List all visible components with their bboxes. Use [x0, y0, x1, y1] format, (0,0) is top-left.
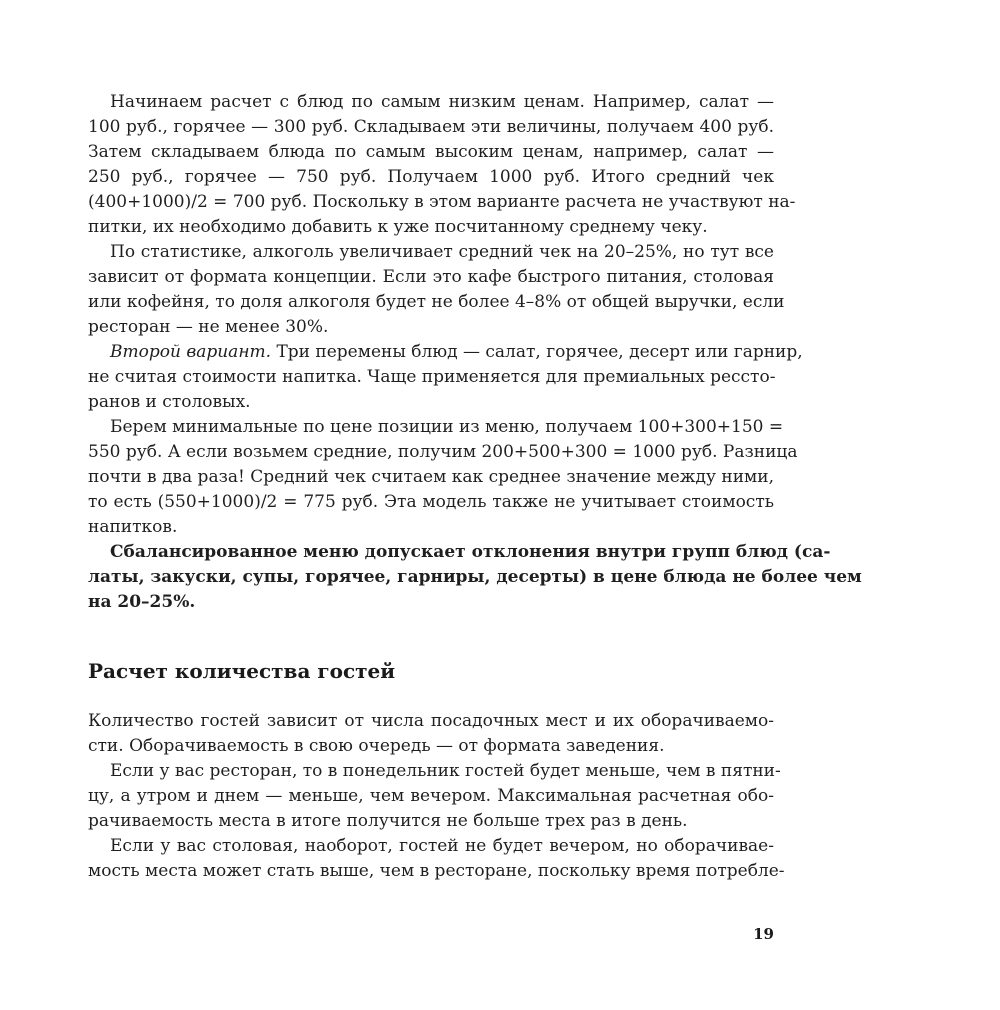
- section-heading: Расчет количества гостей: [88, 659, 396, 683]
- paragraph-alcohol-statistics: [88, 240, 785, 340]
- paragraph-guest-count: [88, 709, 774, 759]
- text-line: [88, 340, 803, 365]
- paragraph-canteen-turnover: [88, 834, 785, 884]
- page-number: 19: [753, 925, 774, 943]
- paragraph-second-variant: [88, 340, 803, 415]
- text-line: 100 руб., горячее — 300 руб. Складываем эти величины, получаем 400 руб.: [88, 117, 774, 137]
- text-line: Затем складываем блюда по самым высоким ценам, например, салат —: [88, 142, 774, 162]
- paragraph-balanced-menu: [88, 540, 862, 615]
- text-line: латы, закуски, супы, горячее, гарниры, десерты) в цене блюда не более чем: [88, 567, 862, 587]
- text-line: почти в два раза! Средний чек считаем как среднее значение между ними,: [88, 467, 774, 487]
- text-line: или кофейня, то доля алкоголя будет не более 4–8% от общей выручки, если: [88, 292, 785, 312]
- text-line: ранов и столовых.: [88, 392, 251, 412]
- italic-lead: Второй вариант.: [110, 342, 272, 362]
- text-line: цу, а утром и днем — меньше, чем вечером. Максимальная расчетная обо-: [88, 786, 774, 806]
- text-line: напитков.: [88, 517, 178, 537]
- paragraph-average-check-first: [88, 90, 796, 240]
- text-line: 250 руб., горячее — 750 руб. Получаем 1000 руб. Итого средний чек: [88, 167, 774, 187]
- text-line: зависит от формата концепции. Если это кафе быстрого питания, столовая: [88, 267, 774, 287]
- text-line: (400+1000)/2 = 700 руб. Поскольку в этом варианте расчета не участвуют на-: [88, 192, 796, 212]
- text-line: 550 руб. А если возьмем средние, получим 200+500+300 = 1000 руб. Разница: [88, 442, 798, 462]
- text-line: не считая стоимости напитка. Чаще применяется для премиальных рессто-: [88, 367, 776, 387]
- text-line: По статистике, алкоголь увеличивает средний чек на 20–25%, но тут все: [110, 242, 774, 262]
- page-content: [88, 90, 862, 884]
- text-line: питки, их необходимо добавить к уже посчитанному среднему чеку.: [88, 217, 708, 237]
- text-line: Сбалансированное меню допускает отклонения внутри групп блюд (са-: [110, 542, 831, 562]
- text-line: Количество гостей зависит от числа посадочных мест и их оборачиваемо-: [88, 711, 774, 731]
- text-line: Берем минимальные по цене позиции из меню, получаем 100+300+150 =: [110, 417, 784, 437]
- text-line: рачиваемость места в итоге получится не больше трех раз в день.: [88, 811, 688, 831]
- paragraph-min-positions: [88, 415, 798, 540]
- text-line: Начинаем расчет с блюд по самым низким ценам. Например, салат —: [110, 92, 774, 112]
- text-line: то есть (550+1000)/2 = 775 руб. Эта модель также не учитывает стоимость: [88, 492, 774, 512]
- text-line: на 20–25%.: [88, 592, 196, 612]
- text-line: Если у вас ресторан, то в понедельник гостей будет меньше, чем в пятни-: [110, 761, 781, 781]
- text-line: сти. Оборачиваемость в свою очередь — от формата заведения.: [88, 736, 665, 756]
- text-line: мость места может стать выше, чем в ресторане, поскольку время потребле-: [88, 861, 785, 881]
- line-rest: Три перемены блюд — салат, горячее, десерт или гарнир,: [271, 342, 803, 362]
- text-line: Если у вас столовая, наоборот, гостей не будет вечером, но оборачивае-: [110, 836, 774, 856]
- text-line: ресторан — не менее 30%.: [88, 317, 329, 337]
- paragraph-restaurant-turnover: [88, 759, 781, 834]
